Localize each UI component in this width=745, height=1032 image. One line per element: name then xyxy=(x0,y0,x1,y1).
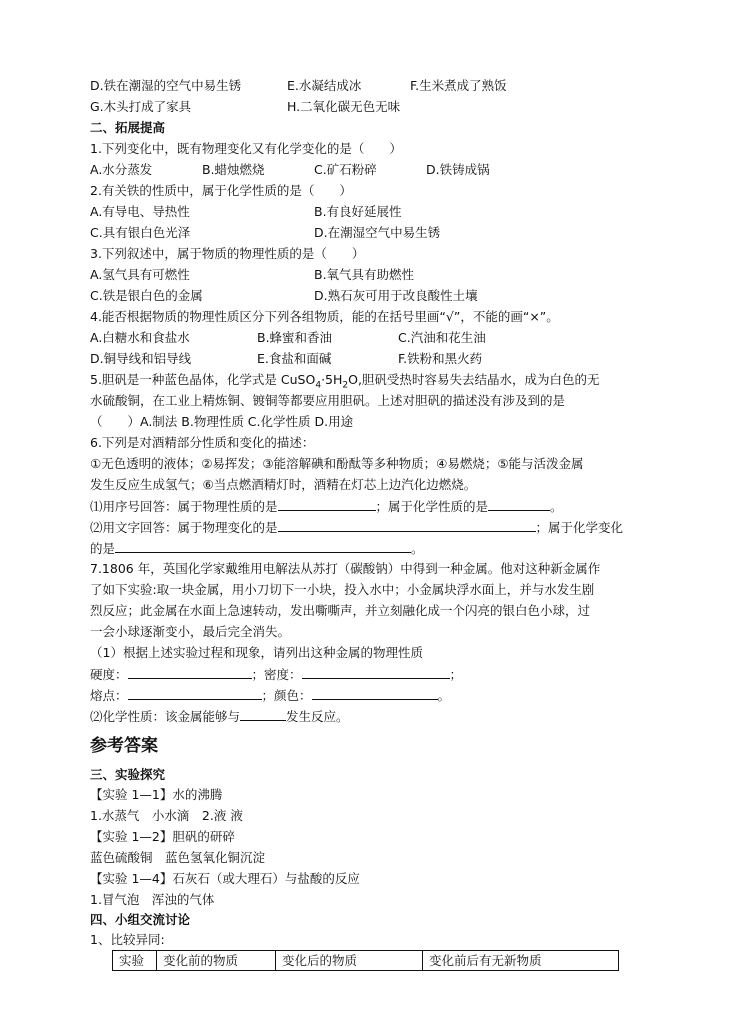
q6p2-label: ⑵用文字回答：属于物理变化的是 xyxy=(90,520,278,535)
section-heading: 三、实验探究 xyxy=(90,767,166,782)
answers-heading: 参考答案 xyxy=(90,736,158,756)
option-e: E.水凝结成冰 xyxy=(287,78,362,93)
option-b: B.蜂蜜和香油 xyxy=(257,330,333,345)
row-punct: 。 xyxy=(437,688,451,703)
section-heading: 四、小组交流讨论 xyxy=(90,912,191,927)
question-7-line-2: 了如下实验:取一块金属，用小刀切下一小块，投入水中；小金属块浮水面上，并与水发生剧 xyxy=(90,582,595,597)
q5-subscript: 4 xyxy=(315,380,322,391)
question-4-options xyxy=(90,349,483,369)
option-row xyxy=(90,97,401,117)
q5-text: O,胆矾受热时容易失去结晶水，成为白色的无 xyxy=(348,372,600,387)
question-7-line-3: 烈反应；此金属在水面上急速转动，发出嘶嘶声，并立刻融化成一个闪亮的银白色小球，过 xyxy=(90,603,591,618)
answer-blank[interactable] xyxy=(278,517,536,532)
option-b: B.有良好延展性 xyxy=(314,204,402,219)
q6p1-label: 。 xyxy=(550,499,563,514)
option-a: A.白糖水和食盐水 xyxy=(90,330,190,345)
option-c: C.具有银白色光泽 xyxy=(90,225,191,240)
q6p1-label: ⑴用序号回答：属于物理性质的是 xyxy=(90,499,278,514)
option-row xyxy=(90,76,507,96)
experiment-answer: 蓝色硫酸铜 蓝色氢氧化铜沉淀 xyxy=(90,850,266,865)
question-5-line-2: 水硫酸铜，在工业上精炼铜、镀铜等都要应用胆矾。上述对胆矾的描述没有涉及到的是 xyxy=(90,393,566,408)
answer-blank[interactable] xyxy=(278,496,376,511)
question-5-line-3: （ ）A.制法 B.物理性质 C.化学性质 D.用途 xyxy=(90,414,354,429)
q5-text: 5.胆矾是一种蓝色晶体，化学式是 CuSO xyxy=(90,372,316,387)
chem-label: ⑵化学性质：该金属能够与 xyxy=(90,709,241,724)
melting-blank[interactable] xyxy=(128,685,262,700)
question-2-options xyxy=(90,202,402,222)
option-a: A.有导电、导热性 xyxy=(90,204,190,219)
option-a: A.水分蒸发 xyxy=(90,162,153,177)
comparison-table xyxy=(112,950,619,971)
density-label: ；密度： xyxy=(251,667,302,682)
question-1-options xyxy=(90,160,490,180)
question-6: 6.下列是对酒精部分性质和变化的描述： xyxy=(90,435,315,450)
option-f: F.铁粉和黑火药 xyxy=(398,351,483,366)
color-label: ；颜色： xyxy=(261,688,312,703)
q5-text: ·5H xyxy=(321,372,343,387)
question-6-part-2-cont xyxy=(90,538,424,559)
chem-label: 发生反应。 xyxy=(286,709,349,724)
question-6-line-3: 发生反应生成氢气；⑥当点燃酒精灯时，酒精在灯芯上边汽化边燃烧。 xyxy=(90,477,477,492)
question-4-options xyxy=(90,328,486,348)
melting-color-row xyxy=(90,685,450,706)
question-2-options xyxy=(90,223,441,243)
q6p2-label: 的是 xyxy=(90,541,116,556)
experiment-title: 【实验 1—4】石灰石（或大理石）与盐酸的反应 xyxy=(90,871,360,886)
question-6-line-2: ①无色透明的液体；②易挥发；③能溶解碘和酚酞等多种物质；④易燃烧；⑤能与活泼金属 xyxy=(90,456,584,471)
question-3-options xyxy=(90,286,478,306)
table-header-cell: 实验 xyxy=(113,951,157,971)
question-4: 4.能否根据物质的物理性质区分下列各组物质，能的在括号里画“√”，不能的画“×”。 xyxy=(90,309,559,324)
option-d: D.在潮湿空气中易生锈 xyxy=(314,225,441,240)
answer-blank[interactable] xyxy=(488,496,550,511)
hardness-blank[interactable] xyxy=(128,664,252,679)
option-d: D.铁在潮湿的空气中易生锈 xyxy=(90,78,242,93)
color-blank[interactable] xyxy=(312,685,438,700)
table-header-cell: 变化后的物质 xyxy=(276,951,423,971)
table-header-cell: 变化前后有无新物质 xyxy=(423,951,619,971)
hardness-label: 硬度： xyxy=(90,667,128,682)
option-h: H.二氧化碳无色无味 xyxy=(287,99,401,114)
section-heading: 二、拓展提高 xyxy=(90,120,166,135)
question-6-part-1 xyxy=(90,496,563,517)
experiment-title: 【实验 1—1】水的沸腾 xyxy=(90,787,223,802)
experiment-answer: 1.水蒸气 小水滴 2.液 液 xyxy=(90,808,243,823)
option-b: B.氧气具有助燃性 xyxy=(314,267,415,282)
experiment-answer: 1.冒气泡 浑浊的气体 xyxy=(90,892,215,907)
option-c: C.铁是银白色的金属 xyxy=(90,288,203,303)
option-d: D.铁铸成锅 xyxy=(426,162,490,177)
question-7-line-1: 7.1806 年，英国化学家戴维用电解法从苏打（碳酸钠）中得到一种金属。他对这种新金属作 xyxy=(90,561,601,576)
answer-blank[interactable] xyxy=(115,538,411,553)
option-a: A.氢气具有可燃性 xyxy=(90,267,190,282)
experiment-title: 【实验 1—2】胆矾的研碎 xyxy=(90,829,235,844)
chem-blank[interactable] xyxy=(240,706,286,721)
option-d: D.铜导线和铝导线 xyxy=(90,351,192,366)
option-d: D.熟石灰可用于改良酸性土壤 xyxy=(314,288,478,303)
option-f: F.生米煮成了熟饭 xyxy=(410,78,507,93)
question-2: 2.有关铁的性质中，属于化学性质的是（ ） xyxy=(90,183,352,198)
q6p1-label: ；属于化学性质的是 xyxy=(375,499,489,514)
q5-subscript: 2 xyxy=(342,380,349,391)
table-header-row xyxy=(113,951,619,971)
question-6-part-2 xyxy=(90,517,623,538)
question-7-part-1: （1）根据上述实验过程和现象，请列出这种金属的物理性质 xyxy=(90,645,423,660)
question-1: 1.下列变化中，既有物理变化又有化学变化的是（ ） xyxy=(90,141,402,156)
question-3: 3.下列叙述中，属于物质的物理性质的是（ ） xyxy=(90,246,365,261)
option-c: C.汽油和花生油 xyxy=(398,330,486,345)
question-3-options xyxy=(90,265,415,285)
option-g: G.木头打成了家具 xyxy=(90,99,192,114)
melting-label: 熔点： xyxy=(90,688,128,703)
option-c: C.矿石粉碎 xyxy=(314,162,377,177)
row-punct: ； xyxy=(449,667,463,682)
table-header-cell: 变化前的物质 xyxy=(157,951,276,971)
option-b: B.蜡烛燃烧 xyxy=(202,162,265,177)
question-7-line-4: 一会小球逐渐变小，最后完全消失。 xyxy=(90,624,291,639)
hardness-density-row xyxy=(90,664,462,685)
question-7-part-2 xyxy=(90,706,349,727)
density-blank[interactable] xyxy=(302,664,450,679)
option-e: E.食盐和面碱 xyxy=(257,351,332,366)
compare-label: 1、比较异同: xyxy=(90,932,165,947)
q6p2-label: 。 xyxy=(411,541,424,556)
q6p2-label: ；属于化学变化 xyxy=(535,520,624,535)
